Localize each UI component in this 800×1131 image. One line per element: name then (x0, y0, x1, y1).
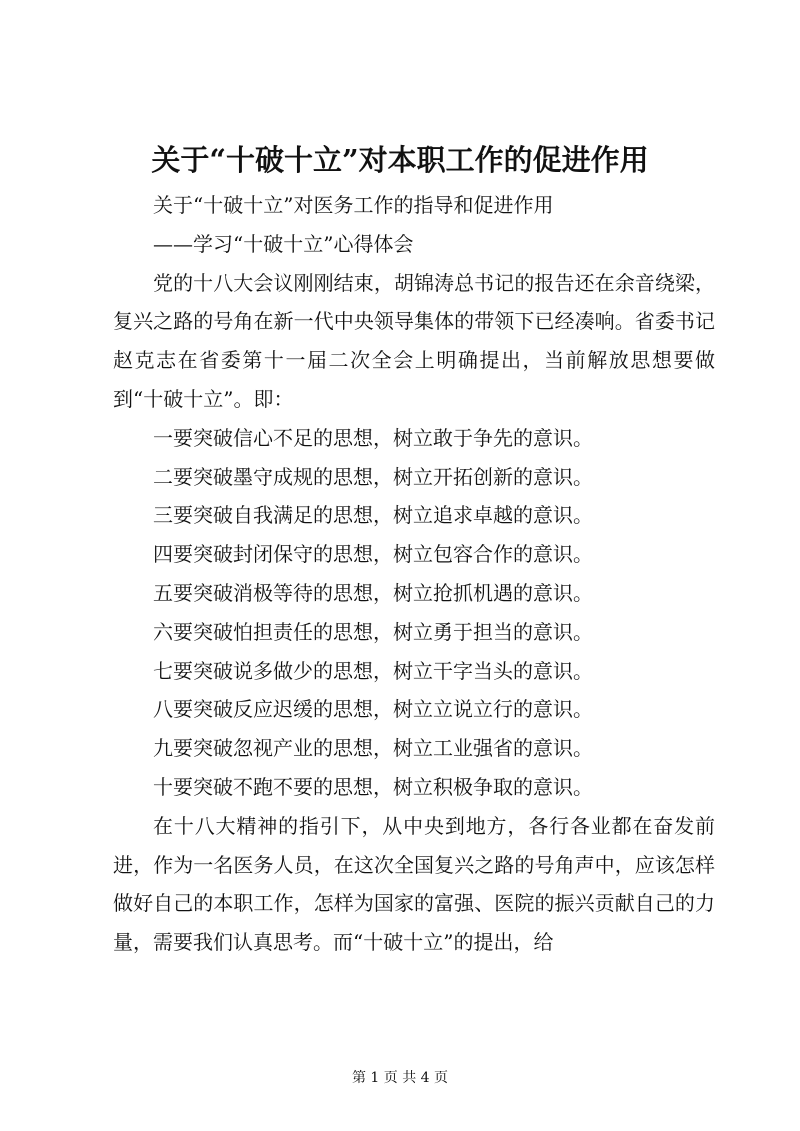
list-item: 十要突破不跑不要的思想，树立积极争取的意识。 (153, 774, 593, 799)
list-item: 二要突破墨守成规的思想，树立开拓创新的意识。 (153, 464, 593, 489)
document-title: 关于“十破十立”对本职工作的促进作用 (151, 143, 649, 177)
list-item: 六要突破怕担责任的思想，树立勇于担当的意识。 (153, 619, 593, 644)
list-item: 九要突破忽视产业的思想，树立工业强省的意识。 (153, 736, 593, 761)
list-item: 八要突破反应迟缓的思想，树立立说立行的意识。 (153, 697, 593, 722)
document-body (113, 186, 715, 962)
page-footer: 第 1 页 共 4 页 (351, 1070, 449, 1086)
paragraph-2: 在十八大精神的指引下，从中央到地方，各行各业都在奋发前进，作为一名医务人员，在这次全国复兴之路的号角声中，应该怎样做好自己的本职工作，怎样为国家的富强、医院的振兴贡献自己的力量，需要我们认真思考。而“十破十立”的提出，给 (113, 813, 715, 955)
list-item: 三要突破自我满足的思想，树立追求卓越的意识。 (153, 503, 593, 528)
list-item: 五要突破消极等待的思想，树立抢抓机遇的意识。 (153, 580, 593, 605)
paragraph-1: 党的十八大会议刚刚结束，胡锦涛总书记的报告还在余音绕梁，复兴之路的号角在新一代中央领导集体的带领下已经凑响。省委书记赵克志在省委第十一届二次全会上明确提出，当前解放思想要做到“十破十立”。即： (113, 270, 715, 411)
list-item: 四要突破封闭保守的思想，树立包容合作的意识。 (153, 542, 593, 567)
list-item: 七要突破说多做少的思想，树立干字当头的意识。 (153, 658, 593, 683)
subtitle-line-1: 关于“十破十立”对医务工作的指导和促进作用 (153, 193, 554, 217)
subtitle-line-2: ——学习“十破十立”心得体会 (153, 231, 414, 256)
list-item: 一要突破信心不足的思想，树立敢于争先的意识。 (153, 425, 593, 450)
